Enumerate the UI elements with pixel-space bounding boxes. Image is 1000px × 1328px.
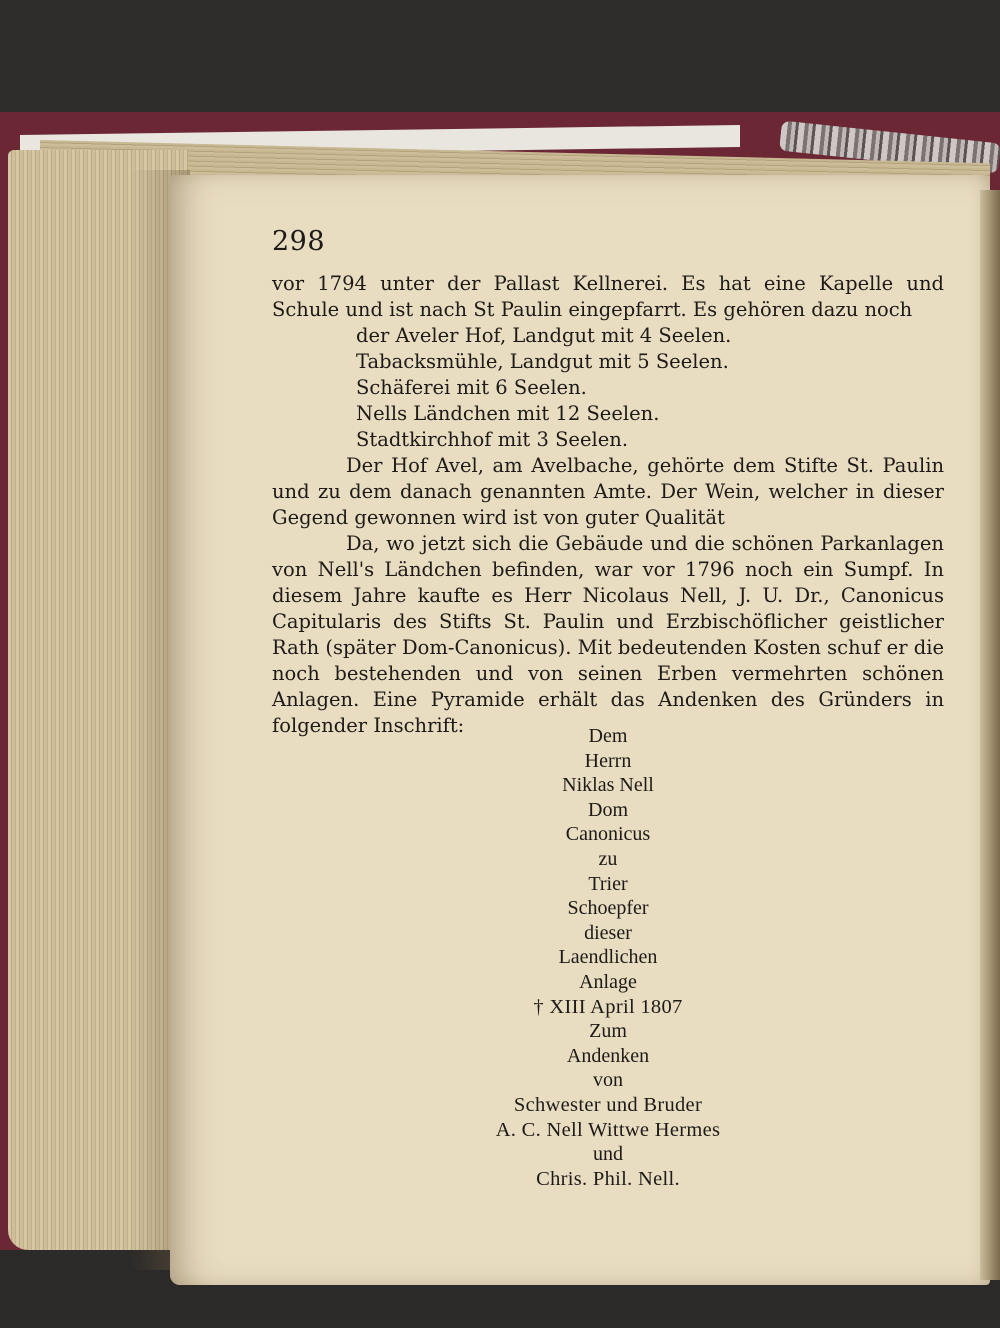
inscription-line: Dom [588, 798, 628, 821]
inscription-line: Andenken [566, 1044, 650, 1067]
inscription-line: Herrn [584, 749, 632, 772]
inscription-line: Chris. Phil. Nell. [536, 1167, 680, 1190]
inscription-line: Dem [588, 725, 628, 747]
paragraph-2: Der Hof Avel, am Avelbache, gehörte dem Stifte St. Paulin und zu dem danach genannten Amte. Der Wein, welcher in dieser Gegend gewonnen wird ist von guter Qualität [272, 454, 944, 529]
list-item: Tabacksmühle, Landgut mit 5 Seelen. [356, 350, 729, 373]
estate-list [272, 323, 944, 453]
paragraph-1: vor 1794 unter der Pallast Kellnerei. Es hat eine Kapelle und Schule und ist nach St Paulin eingepfarrt. Es gehören dazu noch [272, 272, 944, 321]
inscription-line: Schwester und Bruder [513, 1093, 703, 1116]
page-number: 298 [272, 226, 326, 257]
inscription-line: zu [598, 847, 618, 870]
inscription-line: † XIII April 1807 [533, 995, 683, 1018]
list-item: Schäferei mit 6 Seelen. [356, 376, 587, 399]
inscription [272, 724, 944, 1191]
inscription-line: Laendlichen [558, 946, 658, 969]
page-right-edge [980, 190, 1000, 1280]
inscription-line: und [593, 1143, 623, 1166]
paragraph-3: Da, wo jetzt sich die Gebäude und die schönen Parkanlagen von Nell's Ländchen befinden, war vor 1796 noch ein Sumpf. In diesem Jahre kaufte es Herr Nicolaus Nell, J. U. Dr., Canonicus Capitularis des Stifts St. Paulin und Erzbischöflicher geistlicher Rath (später Dom-Canonicus). Mit bedeutenden Kosten schuf er die noch bestehenden und von seinen Erben vermehrten schönen Anlagen. Eine Pyramide erhält das Andenken des Gründers in folgender Inschrift: [272, 532, 944, 737]
inscription-line: Trier [588, 872, 628, 895]
inscription-line: A. C. Nell Wittwe Hermes [495, 1118, 721, 1141]
list-item: Stadtkirchhof mit 3 Seelen. [356, 428, 629, 451]
inscription-line: von [593, 1069, 623, 1092]
list-item: der Aveler Hof, Landgut mit 4 Seelen. [356, 324, 732, 347]
inscription-line: Niklas Nell [562, 774, 654, 797]
list-item: Nells Ländchen mit 12 Seelen. [356, 402, 660, 425]
inscription-line: Zum [589, 1020, 627, 1043]
background-top [0, 0, 1000, 120]
inscription-line: Canonicus [565, 823, 651, 846]
inscription-line: dieser [584, 921, 632, 944]
page-text [272, 226, 944, 739]
inscription-line: Schoepfer [567, 897, 649, 920]
inscription-line: Anlage [579, 970, 637, 993]
